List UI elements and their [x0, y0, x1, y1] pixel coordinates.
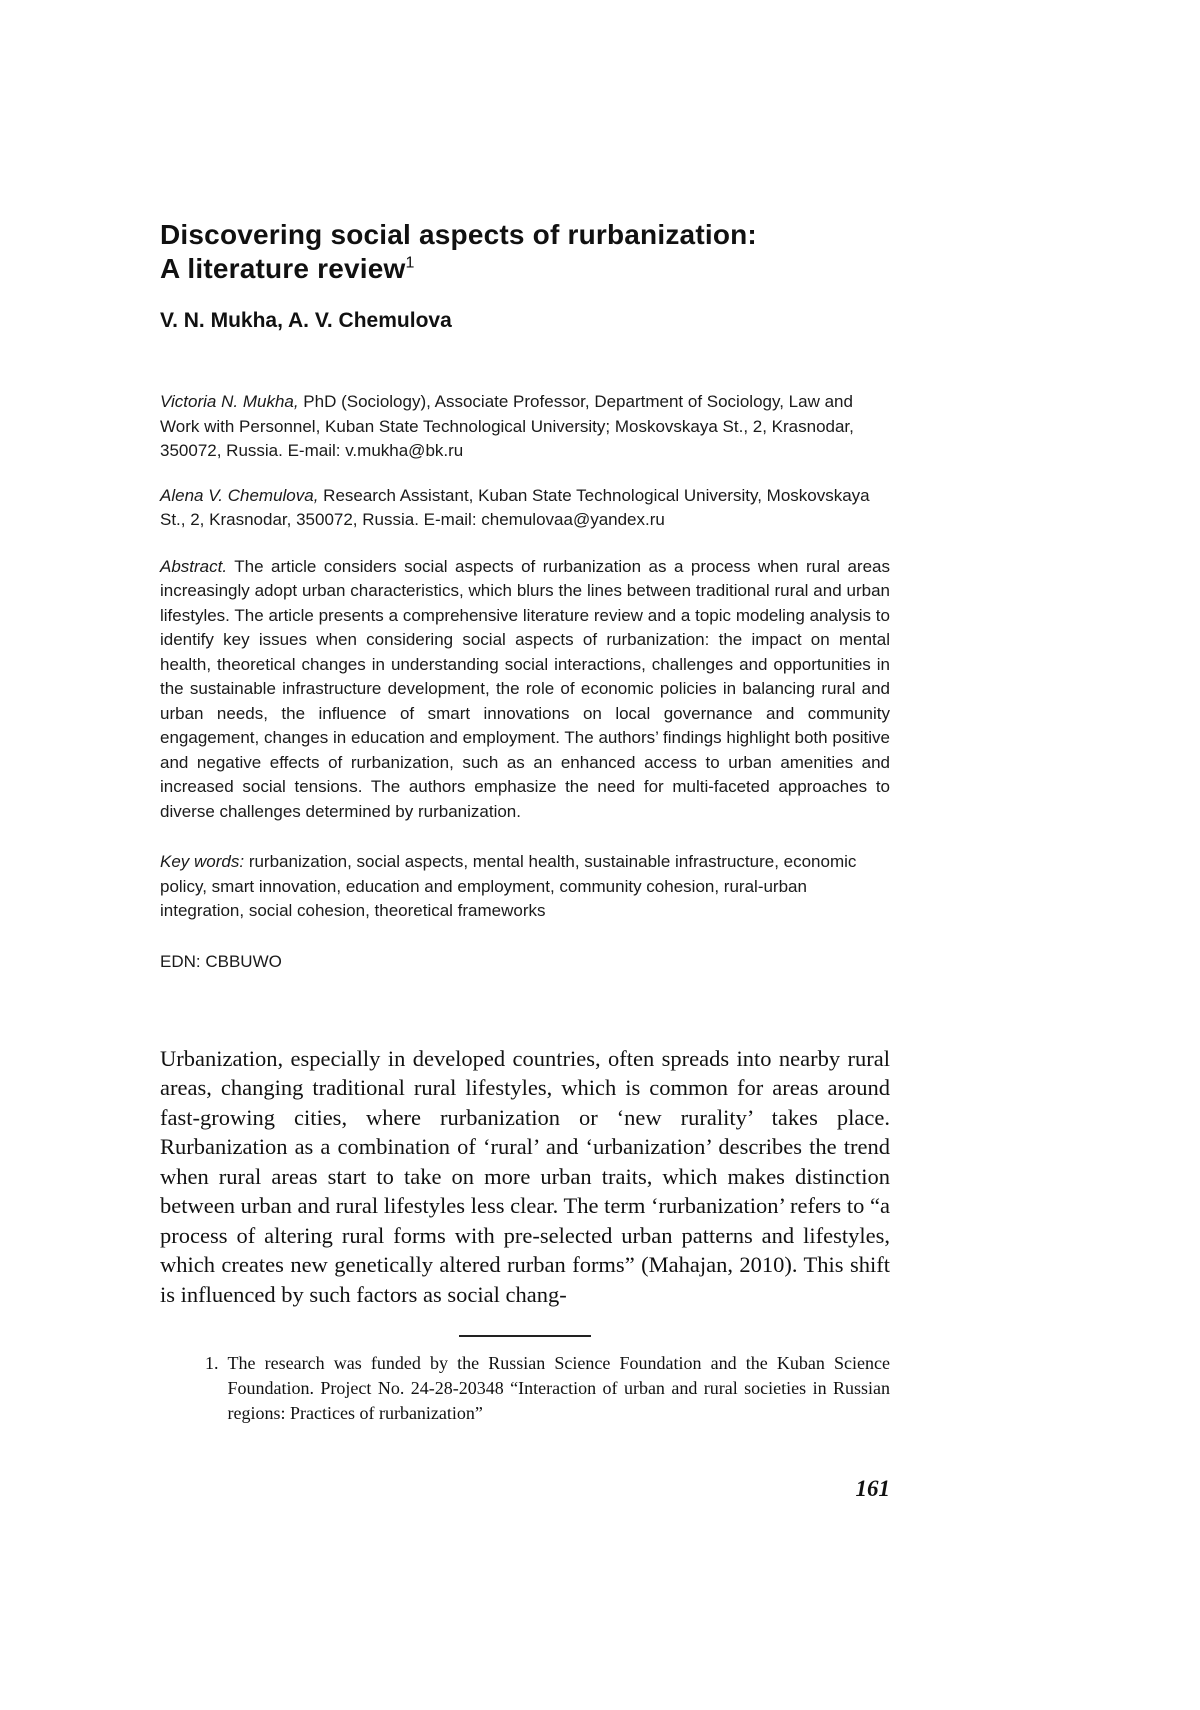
keywords-paragraph: [160, 850, 890, 924]
article-title-line1: Discovering social aspects of rurbanization:: [160, 219, 757, 250]
footnote-ref-marker: 1: [405, 254, 415, 272]
abstract-text: The article considers social aspects of rurbanization as a process when rural areas increasingly adopt urban characteristics, which blurs the lines between traditional rural and urban lifestyles. The article presents a comprehensive literature review and a topic modeling analysis to identify key issues when considering social aspects of rurbanization: the impact on mental health, theoretical changes in understanding social interactions, challenges and opportunities in the sustainable infrastructure development, the role of economic policies in balancing rural and urban needs, the influence of smart innovations on local governance and community engagement, changes in education and employment. The authors’ findings highlight both positive and negative effects of rurbanization, such as an enhanced access to urban amenities and increased social tensions. The authors emphasize the need for multi-faceted approaches to diverse challenges determined by rurbanization.: [160, 556, 890, 821]
author-affiliation-1: [160, 390, 890, 464]
authors-line: V. N. Mukha, A. V. Chemulova: [160, 309, 452, 332]
article-content: [160, 0, 890, 1502]
abstract-paragraph: [160, 555, 890, 825]
body-paragraph: Urbanization, especially in developed countries, often spreads into nearby rural areas, changing traditional rural lifestyles, which is common for areas around fast-growing cities, where rurbanization or ‘new rurality’ takes place. Rurbanization as a combination of ‘rural’ and ‘urbanization’ describes the trend when rural areas start to take on more urban traits, which makes distinction between urban and rural lifestyles less clear. The term ‘rurbanization’ refers to “a process of altering rural forms with pre-selected urban patterns and lifestyles, which creates new genetically altered rurban forms” (Mahajan, 2010). This shift is influenced by such factors as social chang-: [160, 1045, 890, 1307]
footnote: [160, 1351, 890, 1426]
footnote-divider: [459, 1335, 591, 1337]
keywords-text: rurbanization, social aspects, mental health, sustainable infrastructure, economic policy, smart innovation, education and employment, community cohesion, rural-urban integration, social cohesion, theoretical frameworks: [160, 852, 857, 920]
keywords-label: Key words:: [160, 852, 245, 871]
footnote-number: 1.: [205, 1353, 219, 1373]
author-affiliation-2: [160, 484, 890, 533]
page-number: 161: [855, 1476, 890, 1501]
article-title-line2: A literature review: [160, 253, 406, 284]
author-2-details: Research Assistant, Kuban State Technological University, Moskovskaya St., 2, Krasnodar, 350072, Russia. E-mail: chemulovaa@yandex.ru: [160, 485, 870, 529]
author-2-name: Alena V. Chemulova,: [160, 485, 319, 505]
article-title: [160, 218, 890, 286]
author-1-details: PhD (Sociology), Associate Professor, Department of Sociology, Law and Work with Personnel, Kuban State Technological University; Moskovskaya St., 2, Krasnodar, 350072, Russia. E-mail: v.mukha@bk.ru: [160, 392, 854, 460]
edn-line: EDN: CBBUWO: [160, 951, 282, 971]
abstract-label: Abstract.: [160, 556, 228, 576]
author-1-name: Victoria N. Mukha,: [160, 392, 299, 411]
footnote-text: The research was funded by the Russian Science Foundation and the Kuban Science Foundation. Project No. 24-28-20348 “Interaction of urban and rural societies in Russian regions: Practices of rurbanization”: [227, 1353, 890, 1423]
